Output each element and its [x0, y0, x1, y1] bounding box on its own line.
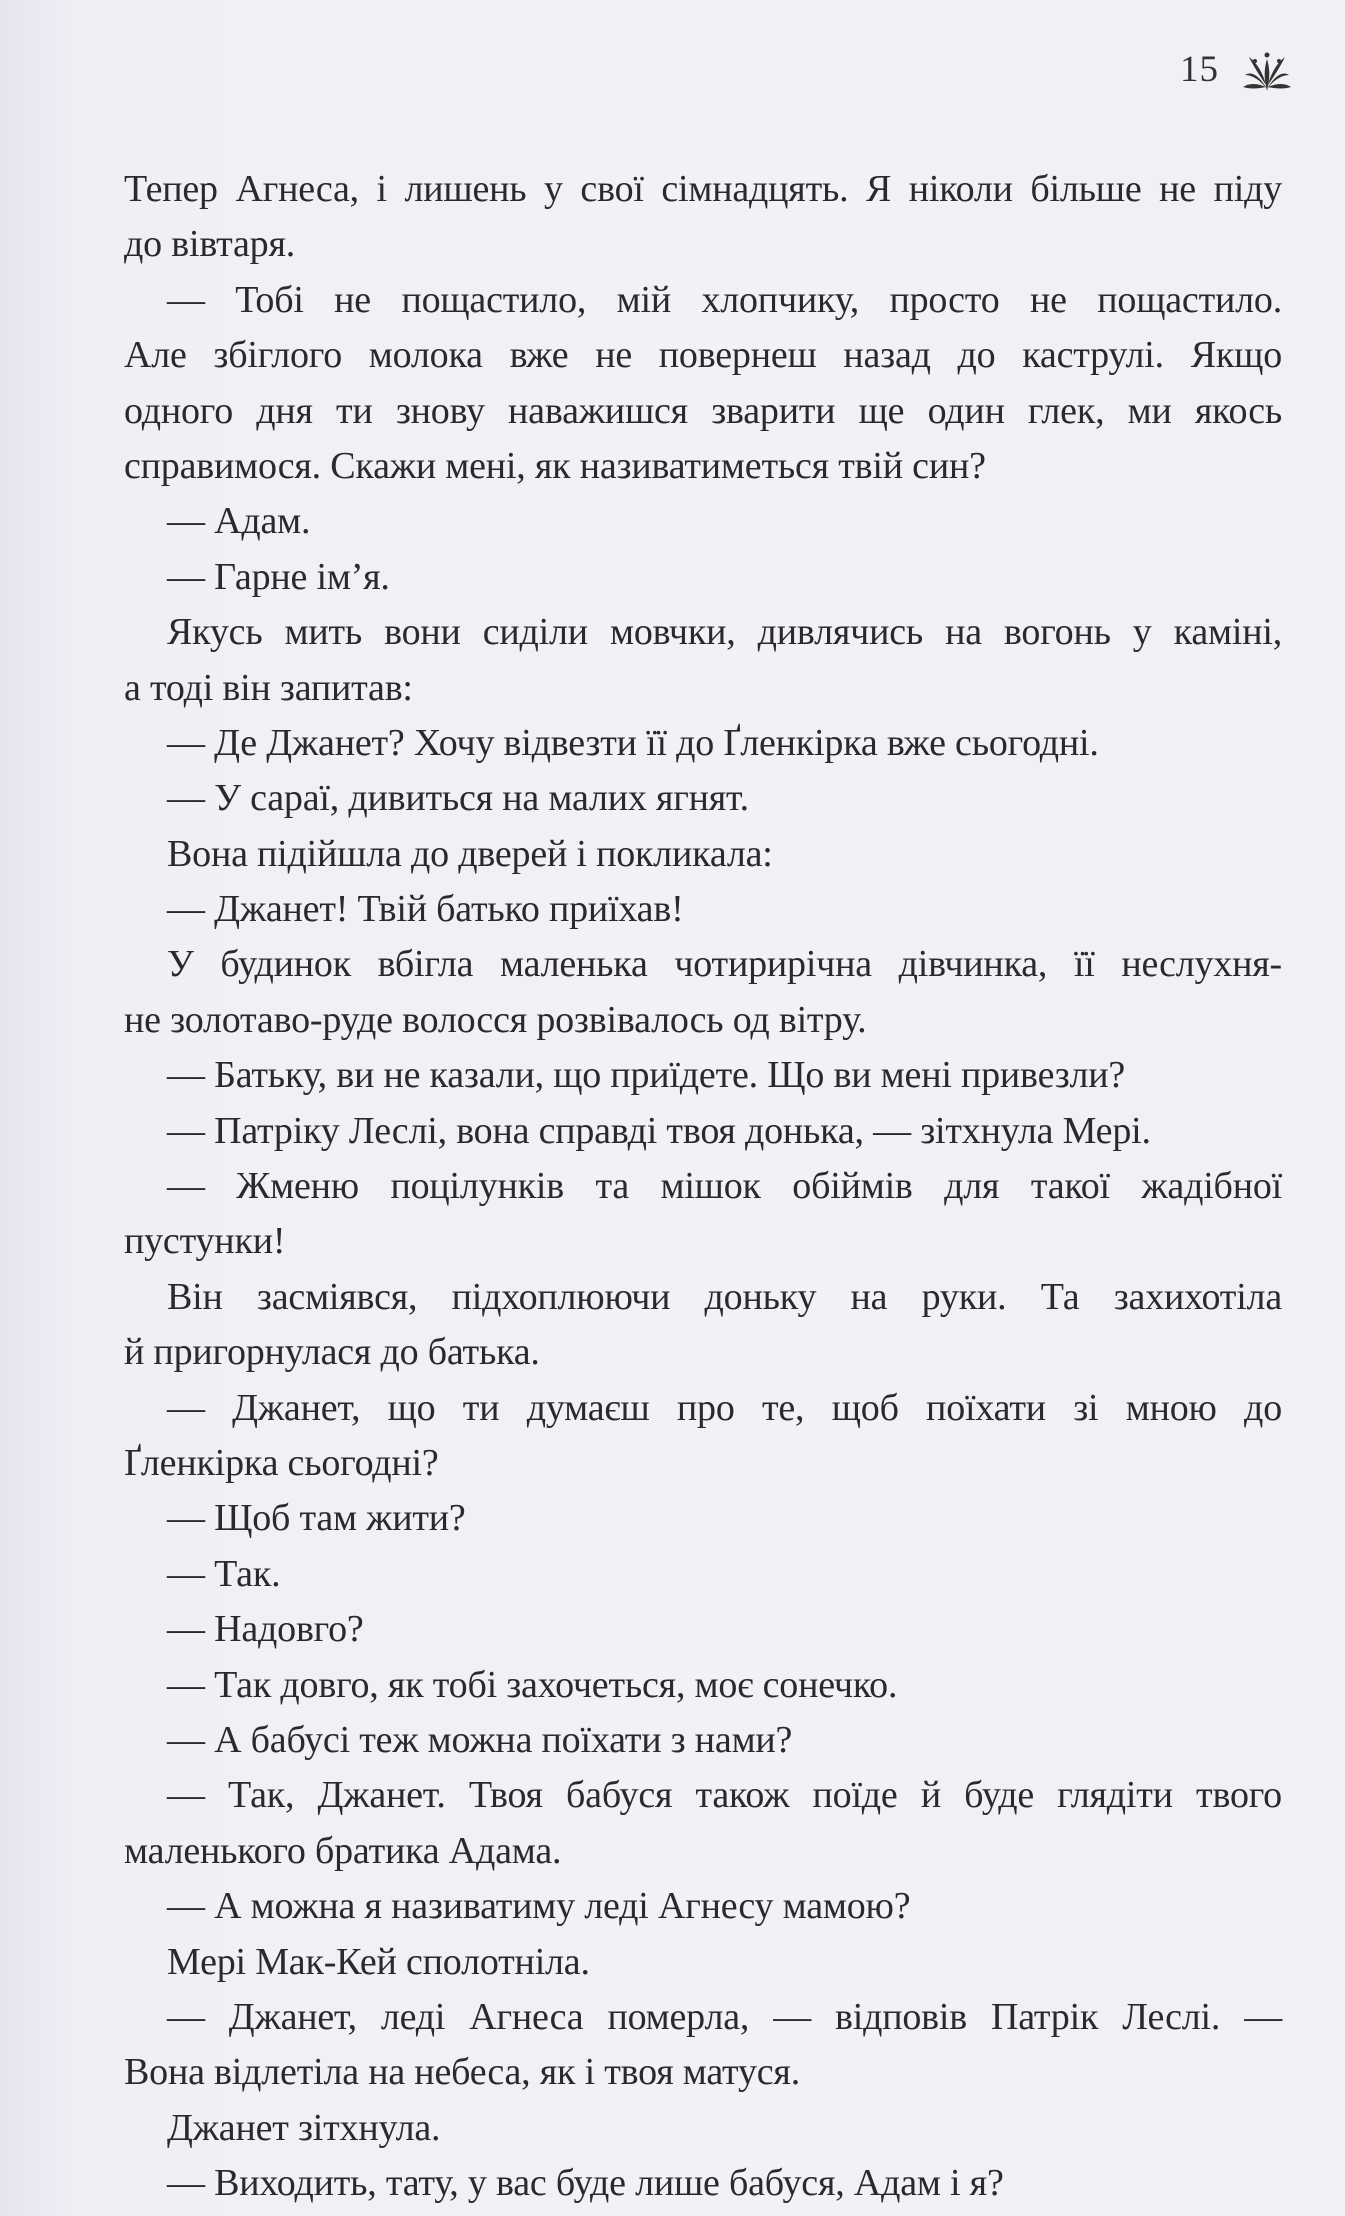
text-line: — Де Джанет? Хочу відвезти її до Ґленкірка вже сьогодні. — [167, 721, 1099, 764]
text-line: — Виходить, тату, у вас буде лише бабуся, Адам і я? — [167, 2162, 1004, 2205]
text-line: не золотаво-руде волосся розвівалось од вітру. — [124, 998, 867, 1041]
body-text — [124, 162, 1282, 2211]
text-line: — У сараї, дивиться на малих ягнят. — [167, 777, 749, 820]
text-line: — Джанет, що ти думаєш про те, щоб поїхати зі мною до — [167, 1386, 1282, 1429]
text-line: У будинок вбігла маленька чотирирічна дівчинка, її неслухня- — [167, 943, 1282, 986]
text-line: — Тобі не пощастило, мій хлопчику, просто не пощастило. — [167, 278, 1282, 321]
text-line: Вона відлетіла на небеса, як і твоя матуся. — [124, 2051, 801, 2094]
text-line: Він засміявся, підхоплюючи доньку на руки. Та захихотіла — [167, 1275, 1282, 1318]
text-line: — Так довго, як тобі захочеться, моє сонечко. — [167, 1663, 898, 1706]
text-line: й пригорнулася до батька. — [124, 1331, 540, 1374]
text-line: — Батьку, ви не казали, що приїдете. Що ви мені привезли? — [167, 1054, 1126, 1097]
text-line: — Джанет! Твій батько приїхав! — [167, 888, 684, 931]
text-line: — Надовго? — [167, 1608, 364, 1651]
text-line: Тепер Агнеса, і лишень у свої сімнадцять. Я ніколи більше не піду — [124, 168, 1282, 210]
text-line: Мері Мак-Кей сполотніла. — [167, 1940, 590, 1983]
text-line: Але збіглого молока вже не повернеш назад до каструлі. Якщо — [124, 334, 1282, 377]
text-line: Якусь мить вони сиділи мовчки, дивлячись на вогонь у каміні, — [167, 611, 1282, 654]
lotus-flourish-icon — [1241, 45, 1293, 93]
text-line: Джанет зітхнула. — [167, 2106, 441, 2149]
text-line: — Жменю поцілунків та мішок обіймів для такої жадібної — [167, 1165, 1282, 1208]
text-line: а тоді він запитав: — [124, 666, 413, 709]
text-line: — Джанет, леді Агнеса померла, — відповів Патрік Леслі. — — [167, 1995, 1282, 2038]
page-header — [1180, 44, 1293, 94]
text-line: — Адам. — [167, 500, 311, 543]
text-line: до вівтаря. — [124, 223, 296, 266]
text-line: — Патріку Леслі, вона справді твоя донька, — зітхнула Мері. — [167, 1109, 1151, 1152]
text-line: — А бабусі теж можна поїхати з нами? — [167, 1718, 793, 1761]
text-line: Ґленкірка сьогодні? — [124, 1441, 439, 1484]
text-line: — Щоб там жити? — [167, 1497, 466, 1540]
text-line: одного дня ти знову наважишся зварити ще один глек, ми якось — [124, 389, 1282, 432]
text-line: маленького братика Адама. — [124, 1829, 562, 1872]
text-line: — Так, Джанет. Твоя бабуся також поїде й буде глядіти твого — [167, 1774, 1282, 1817]
page-number: 15 — [1180, 48, 1219, 90]
text-line: — Гарне ім’я. — [167, 555, 390, 598]
text-line: — Так. — [167, 1552, 281, 1595]
text-line: — А можна я називатиму леді Агнесу мамою? — [167, 1885, 911, 1928]
text-line: Вона підійшла до дверей і покликала: — [167, 832, 773, 875]
text-line: справимося. Скажи мені, як називатиметься твій син? — [124, 444, 986, 487]
text-line: пустунки! — [124, 1220, 286, 1263]
